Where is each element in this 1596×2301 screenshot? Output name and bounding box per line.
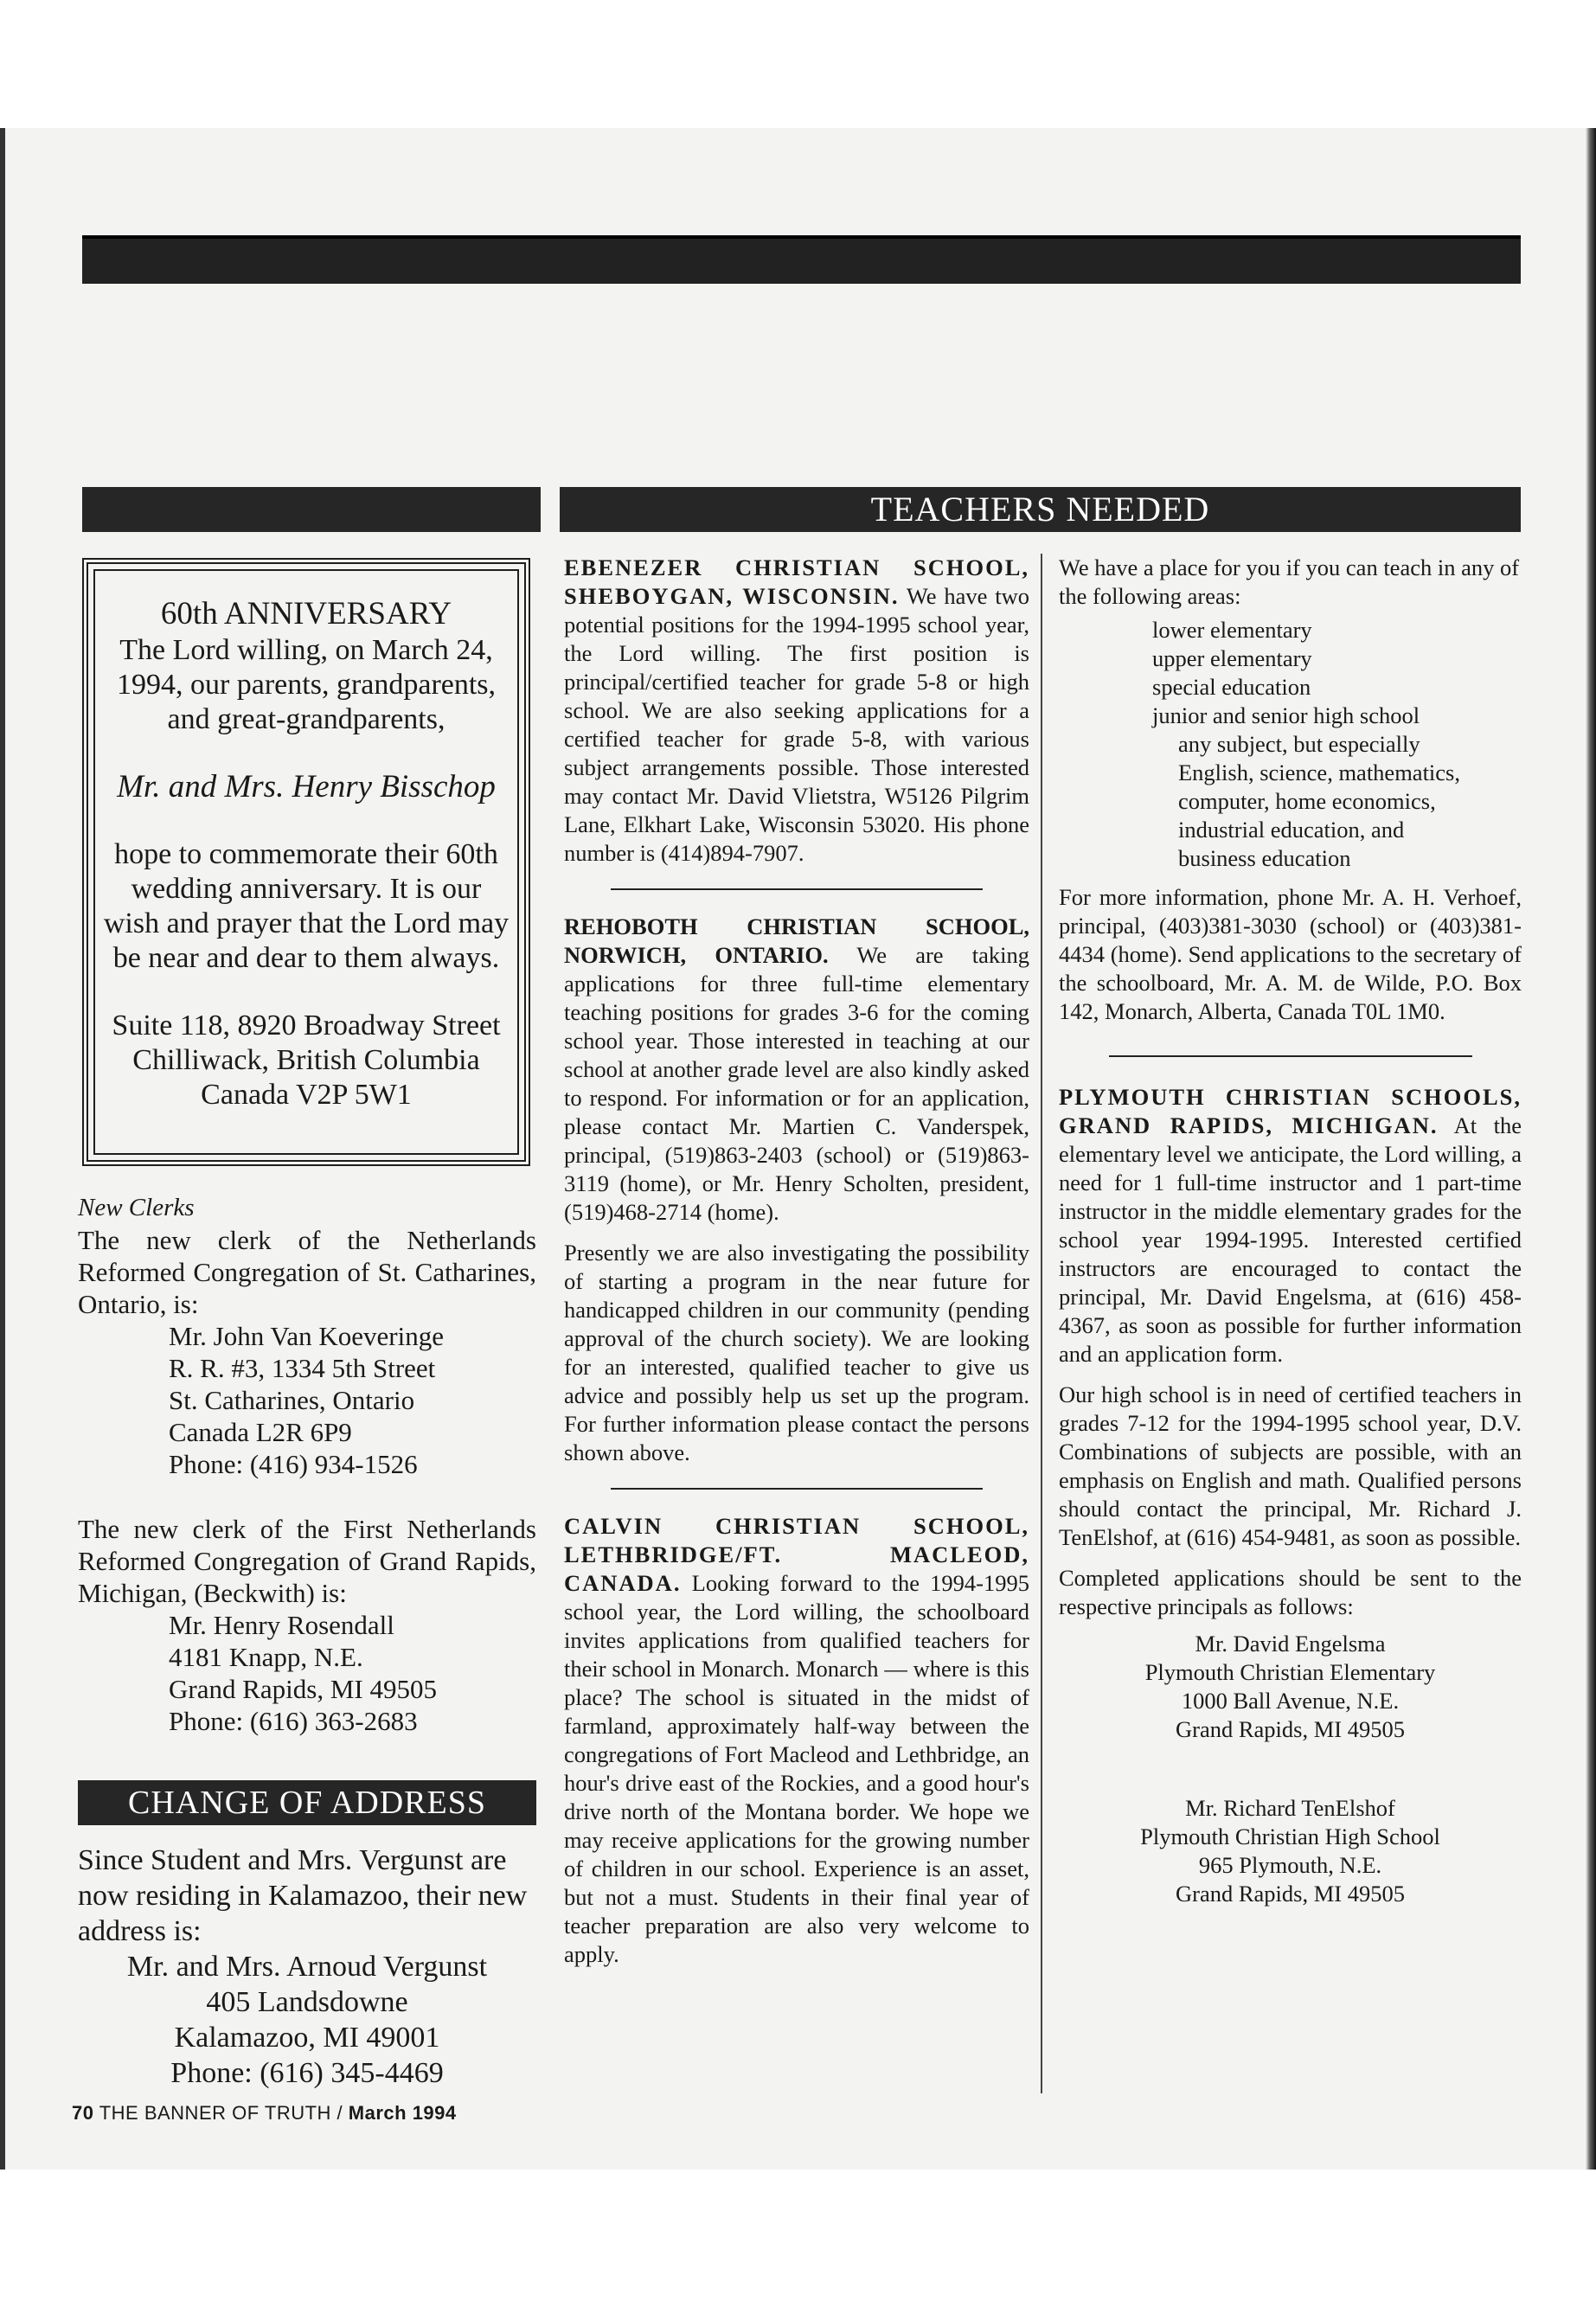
plymouth-body-2: Our high school is in need of certified teachers in grades 7-12 for the 1994-1995 school year, D.V. Combinations of subjects are possible, with an emphasis on English and math. Qualified persons should contact the principal, Mr. Richard J. TenElshof, at (616) 454-9481, as soon as possible.: [1059, 1381, 1522, 1550]
clerk1-line: Mr. John Van Koeveringe: [169, 1321, 444, 1351]
section-divider: [611, 888, 983, 890]
section-divider: [1109, 1055, 1472, 1057]
new-address-line: Phone: (616) 345-4469: [170, 2057, 444, 2089]
anniversary-address-2: Chilliwack, British Columbia: [132, 1044, 480, 1076]
clerk2-line: Mr. Henry Rosendall: [169, 1610, 394, 1640]
clerk1-line: Phone: (416) 934-1526: [169, 1449, 418, 1479]
subarea-item: business education: [1178, 845, 1351, 871]
teachers-needed-heading: TEACHERS NEEDED: [560, 487, 1521, 532]
address-line: 1000 Ball Avenue, N.E.: [1181, 1688, 1400, 1714]
ebenezer-body: We have two potential positions for the 1994-1995 school year, the Lord willing. The first position is principal/certified teacher for grade 5-8 or high school. We are also seeking applications for a certified teacher for grade 5-8, with various subject arrangements possible. Those interested may contact Mr. David Vlietstra, W5126 Pilgrim Lane, Elkhart Lake, Wisconsin 53020. His phone number is (414)894-7907.: [564, 583, 1029, 866]
clerk1-address: [78, 1320, 536, 1480]
subarea-list: [1152, 730, 1522, 873]
new-address-line: 405 Landsdowne: [206, 1986, 408, 2018]
clerk2-line: Grand Rapids, MI 49505: [169, 1674, 437, 1704]
ebenezer-listing: [564, 554, 1029, 868]
address-line: 965 Plymouth, N.E.: [1198, 1852, 1382, 1878]
ebenezer-title: EBENEZER CHRISTIAN SCHOOL, SHEBOYGAN, WISCONSIN.: [564, 554, 1029, 609]
left-column-bar: [82, 487, 541, 532]
clerk1-line: Canada L2R 6P9: [169, 1417, 352, 1447]
anniversary-address-3: Canada V2P 5W1: [201, 1079, 412, 1111]
change-of-address-heading: CHANGE OF ADDRESS: [78, 1780, 536, 1825]
address-line: Mr. David Engelsma: [1195, 1631, 1386, 1657]
rehoboth-listing: [564, 913, 1029, 1227]
new-clerks-section: [78, 1192, 536, 1737]
scan-left-edge: [0, 128, 5, 2170]
clerk2-line: 4181 Knapp, N.E.: [169, 1642, 363, 1672]
calvin-body: Looking forward to the 1994-1995 school year, the Lord willing, the schoolboard invites applications from qualified teachers for their school in Monarch. Monarch — where is this place? The school is situated in the midst of farmland, approximately half-way between the congregations of Fort Macleod and Lethbridge, an hour's drive east of the Rockies, and a good hour's drive north of the Montana border. We hope we may receive applications for the growing number of children in our school. Experience is an asset, but not a must. Students in their final year of teacher preparation are also very welcome to apply.: [564, 1570, 1029, 1967]
plymouth-listing: [1059, 1083, 1522, 1368]
change-of-address-section: [78, 1843, 536, 2091]
area-item: upper elementary: [1152, 645, 1312, 671]
anniversary-title: 60th ANNIVERSARY: [160, 596, 452, 631]
rehoboth-title: REHOBOTH CHRISTIAN SCHOOL, NORWICH, ONTARIO.: [564, 913, 1029, 968]
anniversary-message: hope to commemorate their 60th wedding anniversary. It is our wish and prayer that the Lord may be near and dear to them always.: [103, 838, 510, 974]
plymouth-title: PLYMOUTH CHRISTIAN SCHOOLS, GRAND RAPIDS, MICHIGAN.: [1059, 1084, 1522, 1138]
address-line: Plymouth Christian Elementary: [1144, 1659, 1436, 1685]
page-number: 70: [72, 2102, 94, 2124]
new-address-line: Kalamazoo, MI 49001: [174, 2022, 440, 2054]
subarea-item: any subject, but especially: [1178, 731, 1420, 757]
plymouth-body-3: Completed applications should be sent to the respective principals as follows:: [1059, 1565, 1522, 1619]
anniversary-intro: The Lord willing, on March 24, 1994, our parents, grandparents, and great-grandparents,: [116, 634, 497, 735]
clerk1-line: St. Catharines, Ontario: [169, 1385, 415, 1415]
clerk1-intro: The new clerk of the Netherlands Reformed Congregation of St. Catharines, Ontario, is:: [78, 1225, 536, 1319]
issue-date: March 1994: [348, 2102, 457, 2124]
section-divider: [611, 1488, 983, 1490]
column-rule: [1041, 554, 1042, 2093]
plymouth-address-1: [1059, 1630, 1522, 1744]
subarea-item: English, science, mathematics,: [1178, 760, 1460, 785]
change-of-address-intro: Since Student and Mrs. Vergunst are now residing in Kalamazoo, their new address is:: [78, 1844, 528, 1947]
plymouth-body: At the elementary level we anticipate, the Lord willing, a need for 1 full-time instructor and 1 part-time instructor in the middle elementary grades for the school year 1994-1995. Interested certified instructors are encouraged to contact the principal, Mr. David Engelsma, at (616) 458-4367, as soon as possible for further information and an application form.: [1059, 1112, 1522, 1367]
new-clerks-heading: New Clerks: [78, 1194, 195, 1221]
address-line: Grand Rapids, MI 49505: [1176, 1881, 1405, 1907]
new-address-line: Mr. and Mrs. Arnoud Vergunst: [126, 1951, 488, 1983]
clerk2-line: Phone: (616) 363-2683: [169, 1706, 418, 1736]
change-of-address-lines: [78, 1949, 536, 2091]
header-bar: [82, 235, 1521, 284]
address-line: Plymouth Christian High School: [1140, 1823, 1440, 1849]
teachers-right-column: [1059, 554, 1522, 1908]
teachers-middle-column: [564, 554, 1029, 1969]
rehoboth-body-2: Presently we are also investigating the possibility of starting a program in the near future for handicapped children in our community (pending approval of the church society). We are looking for an interested, qualified teacher to give us advice and possibly help us set up the program. For further information please contact the persons shown above.: [564, 1240, 1029, 1465]
clerk1-line: R. R. #3, 1334 5th Street: [169, 1353, 436, 1383]
page-footer: [72, 2102, 457, 2125]
calvin-listing: [564, 1512, 1029, 1969]
calvin-title: CALVIN CHRISTIAN SCHOOL, LETHBRIDGE/FT. MACLEOD, CANADA.: [564, 1513, 1029, 1596]
plymouth-address-2: [1059, 1794, 1522, 1908]
anniversary-address-1: Suite 118, 8920 Broadway Street: [112, 1009, 501, 1042]
publication-name: THE BANNER OF TRUTH /: [99, 2102, 343, 2124]
calvin-areas-intro: We have a place for you if you can teach in any of the following areas:: [1059, 554, 1520, 609]
subarea-item: industrial education, and: [1178, 817, 1405, 843]
anniversary-box: [82, 558, 530, 1166]
subarea-item: computer, home economics,: [1178, 788, 1436, 814]
scan-right-edge: [1586, 128, 1596, 2170]
clerk2-intro: The new clerk of the First Netherlands Reformed Congregation of Grand Rapids, Michigan, (Beckwith) is:: [78, 1514, 536, 1608]
calvin-contact: For more information, phone Mr. A. H. Verhoef, principal, (403)381-3030 (school) or (403)381-4434 (home). Send applications to the secretary of the schoolboard, Mr. A. M. de Wilde, P.O. Box 142, Monarch, Alberta, Canada T0L 1M0.: [1059, 884, 1522, 1024]
clerk2-address: [78, 1609, 536, 1737]
address-line: Grand Rapids, MI 49505: [1176, 1716, 1405, 1742]
area-item: junior and senior high school: [1152, 702, 1420, 728]
address-line: Mr. Richard TenElshof: [1185, 1795, 1395, 1821]
anniversary-names: Mr. and Mrs. Henry Bisschop: [117, 769, 496, 804]
rehoboth-body: We are taking applications for three full-time elementary teaching positions for grades 3-6 for the coming school year. Those interested in teaching at our school at another grade level are also kindly asked to respond. For information or for an application, please contact Mr. Martien C. Vanderspek, principal, (519)863-2403 (school) or (519)863-3119 (home), or Mr. Henry Scholten, president, (519)468-2714 (home).: [564, 942, 1029, 1225]
area-item: lower elementary: [1152, 617, 1312, 643]
calvin-areas-list: [1059, 616, 1522, 873]
area-item: special education: [1152, 674, 1311, 700]
